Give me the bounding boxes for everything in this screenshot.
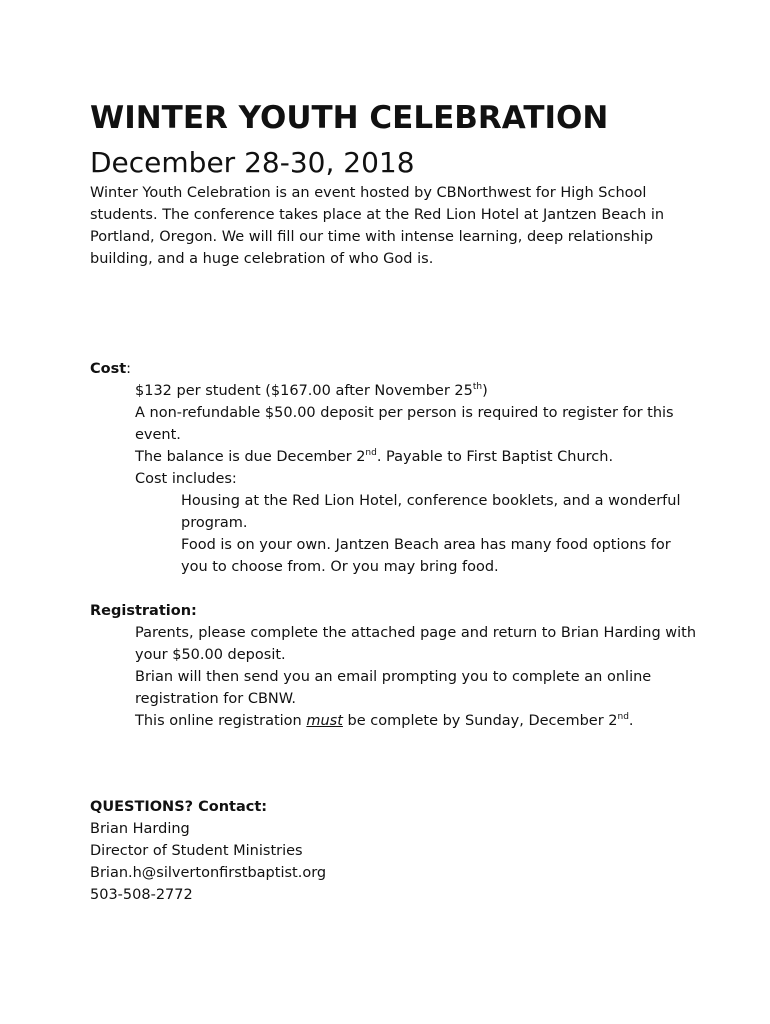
cost-deposit: A non-refundable $50.00 deposit per person is required to register for this event. bbox=[135, 405, 674, 443]
contact-name: Brian Harding bbox=[90, 821, 190, 837]
cost-colon: : bbox=[126, 361, 132, 377]
registration-heading: Registration: bbox=[90, 603, 197, 619]
page-title: WINTER YOUTH CELEBRATION bbox=[90, 100, 609, 136]
cost-include-housing: Housing at the Red Lion Hotel, conference booklets, and a wonderful program. bbox=[181, 493, 681, 531]
registration-deadline-end: . bbox=[628, 713, 634, 729]
cost-section bbox=[90, 358, 700, 578]
cost-price-text: $132 per student ($167.00 after November 25 bbox=[135, 383, 473, 399]
cost-balance-tail: . Payable to First Baptist Church. bbox=[376, 449, 614, 465]
registration-deadline-date: be complete by Sunday, December 2 bbox=[342, 713, 618, 729]
cost-heading bbox=[90, 358, 700, 380]
registration-deadline bbox=[90, 710, 700, 732]
event-dates: December 28-30, 2018 bbox=[90, 146, 415, 179]
registration-deadline-suffix: nd bbox=[617, 712, 629, 723]
cost-balance bbox=[90, 446, 700, 468]
cost-include-food: Food is on your own. Jantzen Beach area has many food options for you to choose from. Or you may bring food. bbox=[181, 537, 671, 575]
contact-section bbox=[90, 796, 700, 906]
registration-deadline-text: This online registration bbox=[135, 713, 307, 729]
registration-email: Brian will then send you an email prompting you to complete an online registration for CBNW. bbox=[135, 669, 652, 707]
cost-price-close: ) bbox=[482, 383, 488, 399]
cost-balance-suffix: nd bbox=[365, 448, 377, 459]
contact-heading: QUESTIONS? Contact: bbox=[90, 799, 268, 815]
contact-role: Director of Student Ministries bbox=[90, 843, 303, 859]
cost-label: Cost bbox=[90, 361, 127, 377]
contact-phone[interactable]: 503-508-2772 bbox=[90, 887, 193, 903]
cost-price bbox=[90, 380, 700, 402]
cost-price-suffix: th bbox=[472, 382, 483, 393]
cost-includes-label: Cost includes: bbox=[135, 471, 237, 487]
registration-parents: Parents, please complete the attached page and return to Brian Harding with your $50.00 deposit. bbox=[135, 625, 697, 663]
registration-emphasis: must bbox=[306, 713, 343, 729]
contact-email[interactable]: Brian.h@silvertonfirstbaptist.org bbox=[90, 865, 327, 881]
document-page bbox=[90, 96, 700, 903]
registration-section bbox=[90, 600, 700, 732]
cost-balance-text: The balance is due December 2 bbox=[135, 449, 366, 465]
intro-paragraph: Winter Youth Celebration is an event hosted by CBNorthwest for High School students. The conference takes place at the Red Lion Hotel at Jantzen Beach in Portland, Oregon. We will fill our time with intense learning, deep relationship building, and a huge celebration of who God is. bbox=[90, 185, 665, 267]
